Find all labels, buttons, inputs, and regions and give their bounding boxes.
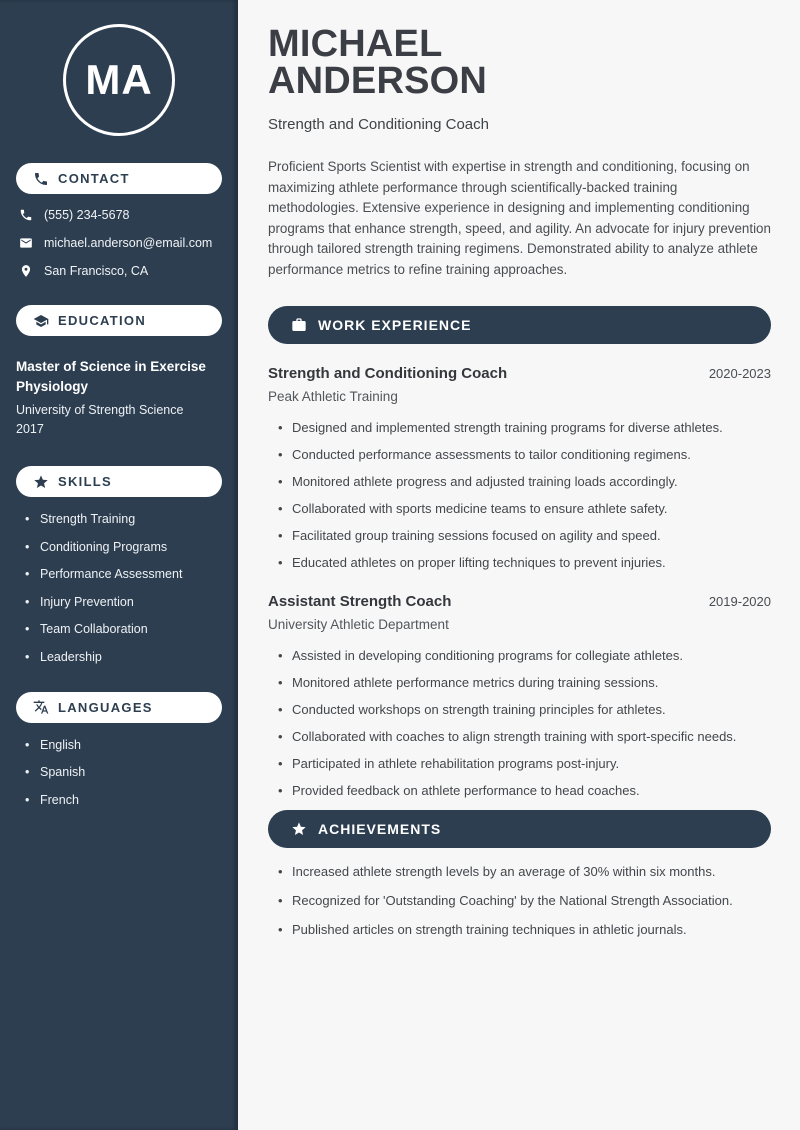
summary-paragraph: Proficient Sports Scientist with expertise in strength and conditioning, focusing on maximizing athlete performance through scientifically-backed training methodologies. Extensive experience in designing and implementing conditioning programs that enhance strength, speed, and agility. An advocate for injury prevention through tailored strength training regimens. Demonstrated ability to analyze athlete performance metrics to refine training approaches. bbox=[268, 159, 771, 277]
location-icon bbox=[19, 264, 33, 278]
job-bullet: • Provided feedback on athlete performance to head coaches. bbox=[278, 783, 771, 800]
job-company: University Athletic Department bbox=[268, 616, 449, 632]
languages-section-header bbox=[16, 692, 222, 723]
job-bullet: • Monitored athlete performance metrics during training sessions. bbox=[278, 675, 771, 692]
job-bullet: • Monitored athlete progress and adjusted training loads accordingly. bbox=[278, 474, 771, 491]
job-title: Strength and Conditioning Coach bbox=[268, 365, 508, 382]
location-text: San Francisco, CA bbox=[44, 264, 149, 278]
avatar-initials: MA bbox=[85, 56, 153, 103]
job-title: Assistant Strength Coach bbox=[268, 592, 452, 610]
briefcase-icon bbox=[291, 317, 307, 333]
education-degree: Master of Science in Exercise Physiology bbox=[16, 359, 206, 394]
translate-icon bbox=[33, 699, 49, 715]
achievement-bullet: • Recognized for 'Outstanding Coaching' by the National Strength Association. bbox=[278, 893, 771, 910]
job-dates: 2020-2023 bbox=[708, 366, 771, 381]
phone-number: (555) 234-5678 bbox=[44, 208, 130, 222]
job-header bbox=[268, 365, 771, 382]
job-header bbox=[268, 593, 771, 610]
skill-item: • Leadership bbox=[25, 650, 222, 665]
phone-icon bbox=[33, 171, 49, 187]
contact-item-email bbox=[16, 236, 222, 250]
achievement-bullet: • Increased athlete strength levels by an average of 30% within six months. bbox=[278, 864, 771, 881]
job-company: Peak Athletic Training bbox=[268, 389, 398, 404]
job-bullet: • Assisted in developing conditioning programs for collegiate athletes. bbox=[278, 648, 771, 665]
job-bullet: • Conducted performance assessments to tailor conditioning regimens. bbox=[278, 447, 771, 464]
skill-item: • Strength Training bbox=[25, 512, 222, 527]
main-content bbox=[238, 0, 800, 1130]
contact-section-label: CONTACT bbox=[58, 171, 130, 186]
education-school: University of Strength Science bbox=[16, 403, 184, 417]
skills-section-label: SKILLS bbox=[58, 474, 113, 489]
education-section-header bbox=[16, 305, 222, 336]
work-experience-section-header bbox=[268, 306, 771, 344]
language-item: • French bbox=[25, 793, 222, 808]
job-bullet: • Collaborated with coaches to align strength training with sport-specific needs. bbox=[278, 729, 771, 746]
job-bullet: • Participated in athlete rehabilitation programs post-injury. bbox=[278, 756, 771, 773]
avatar bbox=[63, 24, 175, 136]
language-item: • English bbox=[25, 738, 222, 753]
education-year: 2017 bbox=[16, 422, 44, 436]
achievements-list bbox=[268, 864, 771, 939]
skill-item: • Team Collaboration bbox=[25, 622, 222, 637]
job-bullet: • Designed and implemented strength training programs for diverse athletes. bbox=[278, 420, 771, 437]
achievements-section-header bbox=[268, 810, 771, 848]
job-bullet-list bbox=[268, 648, 771, 800]
sidebar bbox=[0, 0, 238, 1130]
skill-item: • Conditioning Programs bbox=[25, 540, 222, 555]
contact-item-location bbox=[16, 264, 222, 278]
person-name bbox=[268, 23, 771, 102]
language-item: • Spanish bbox=[25, 765, 222, 780]
achievements-section-label: ACHIEVEMENTS bbox=[318, 820, 442, 837]
person-headline: Strength and Conditioning Coach bbox=[268, 116, 489, 133]
job-entry bbox=[268, 365, 771, 572]
email-address: michael.anderson@email.com bbox=[44, 236, 213, 250]
job-bullet: • Facilitated group training sessions focused on agility and speed. bbox=[278, 528, 771, 545]
star-icon bbox=[291, 821, 307, 837]
skills-section-header bbox=[16, 466, 222, 497]
job-bullet-list bbox=[268, 420, 771, 572]
work-experience-section-label: WORK EXPERIENCE bbox=[318, 317, 472, 333]
job-bullet: • Conducted workshops on strength training principles for athletes. bbox=[278, 702, 771, 719]
phone-icon bbox=[19, 208, 33, 222]
email-icon bbox=[19, 236, 33, 250]
star-icon bbox=[33, 474, 49, 490]
languages-section-label: LANGUAGES bbox=[58, 699, 153, 715]
name-line-1: MICHAEL bbox=[268, 23, 443, 65]
contact-list bbox=[16, 208, 222, 278]
languages-list bbox=[16, 738, 222, 808]
skill-item: • Injury Prevention bbox=[25, 595, 222, 610]
education-section-label: EDUCATION bbox=[58, 313, 147, 328]
contact-item-phone bbox=[16, 208, 222, 222]
contact-section-header bbox=[16, 163, 222, 194]
job-dates: 2019-2020 bbox=[708, 593, 771, 609]
job-bullet: • Collaborated with sports medicine teams to ensure athlete safety. bbox=[278, 501, 771, 518]
graduation-cap-icon bbox=[33, 313, 49, 329]
name-line-2: ANDERSON bbox=[268, 60, 488, 102]
skills-list bbox=[16, 512, 222, 665]
job-bullet: • Educated athletes on proper lifting techniques to prevent injuries. bbox=[278, 555, 771, 572]
skill-item: • Performance Assessment bbox=[25, 567, 222, 582]
achievement-bullet: • Published articles on strength training techniques in athletic journals. bbox=[278, 922, 771, 939]
job-entry bbox=[268, 593, 771, 800]
